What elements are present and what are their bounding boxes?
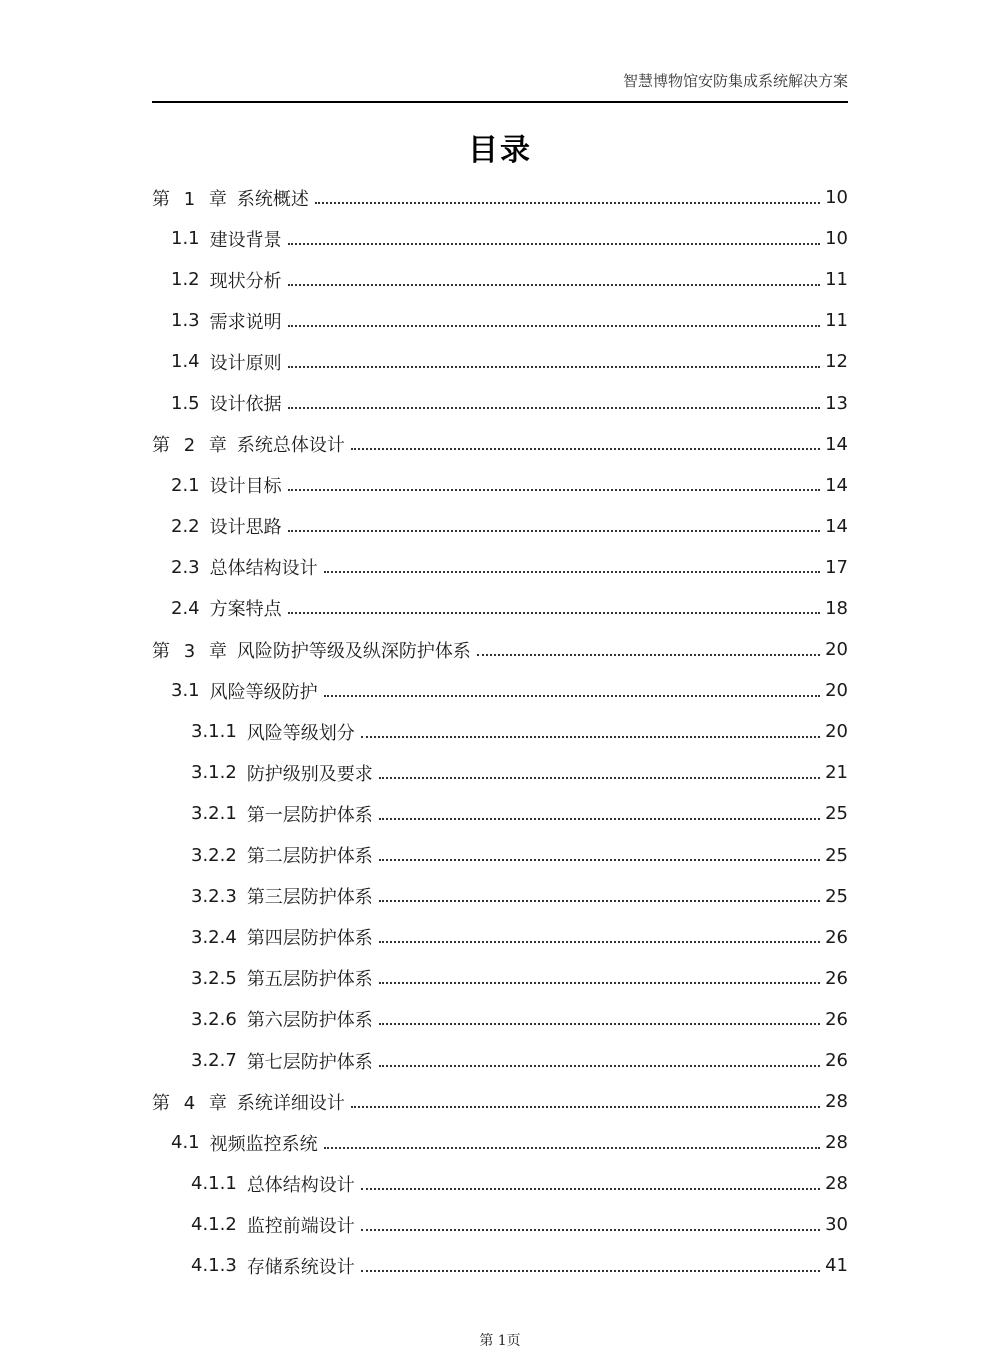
toc-entry-label: 系统总体设计	[236, 435, 345, 457]
toc-entry[interactable]	[152, 1204, 848, 1245]
toc-entry-page: 21	[825, 762, 848, 784]
toc-entry-label: 监控前端设计	[246, 1215, 355, 1237]
table-of-contents	[152, 177, 848, 1287]
toc-entry-page: 28	[825, 1173, 848, 1195]
toc-entry-page: 26	[825, 967, 848, 989]
toc-entry[interactable]	[152, 259, 848, 300]
toc-dot-leader	[361, 1229, 820, 1231]
toc-entry[interactable]	[152, 547, 848, 588]
toc-entry-label: 存储系统设计	[246, 1256, 355, 1278]
toc-dot-leader	[379, 777, 820, 779]
toc-entry-page: 25	[825, 803, 848, 825]
toc-dot-leader	[324, 1147, 820, 1149]
toc-entry-number: 2.2	[171, 515, 200, 537]
toc-entry-label: 防护级别及要求	[246, 763, 373, 785]
toc-entry[interactable]	[152, 1081, 848, 1122]
toc-entry-number: 4.1.1	[191, 1173, 237, 1195]
toc-entry-label: 系统详细设计	[236, 1092, 345, 1114]
toc-entry[interactable]	[152, 465, 848, 506]
toc-entry-label: 方案特点	[209, 599, 282, 621]
toc-entry-label: 总体结构设计	[246, 1174, 355, 1196]
toc-entry-number: 2.3	[171, 556, 200, 578]
toc-dot-leader	[361, 1188, 820, 1190]
page-title: 目录	[468, 133, 532, 168]
toc-entry-label: 第三层防护体系	[246, 887, 373, 909]
toc-entry-page: 10	[825, 187, 848, 209]
toc-dot-leader	[288, 612, 820, 614]
toc-entry-page: 20	[825, 639, 848, 661]
toc-entry-page: 10	[825, 228, 848, 250]
toc-entry-label: 设计依据	[209, 394, 282, 416]
toc-dot-leader	[379, 1065, 820, 1067]
toc-dot-leader	[288, 243, 820, 245]
toc-entry-number: 2.1	[171, 474, 200, 496]
toc-entry[interactable]	[152, 711, 848, 752]
toc-entry-label: 系统概述	[236, 188, 309, 210]
toc-entry[interactable]	[152, 1163, 848, 1204]
toc-entry-number: 1.4	[171, 351, 200, 373]
toc-entry-label: 需求说明	[209, 311, 282, 333]
toc-entry[interactable]	[152, 793, 848, 834]
toc-dot-leader	[324, 695, 820, 697]
toc-entry-label: 建设背景	[209, 229, 282, 251]
toc-entry-label: 风险防护等级及纵深防护体系	[236, 640, 471, 662]
toc-entry[interactable]	[152, 177, 848, 218]
toc-entry-page: 26	[825, 926, 848, 948]
toc-entry-label: 第六层防护体系	[246, 1010, 373, 1032]
toc-entry-number: 1.5	[171, 392, 200, 414]
toc-entry[interactable]	[152, 752, 848, 793]
toc-entry-label: 风险等级划分	[246, 722, 355, 744]
toc-entry[interactable]	[152, 835, 848, 876]
toc-entry[interactable]	[152, 917, 848, 958]
toc-dot-leader	[315, 202, 820, 204]
toc-entry-page: 17	[825, 556, 848, 578]
toc-entry-label: 第一层防护体系	[246, 804, 373, 826]
toc-dot-leader	[379, 859, 820, 861]
toc-entry-page: 14	[825, 474, 848, 496]
toc-entry-label: 总体结构设计	[209, 558, 318, 580]
toc-entry-label: 现状分析	[209, 270, 282, 292]
toc-dot-leader	[288, 407, 820, 409]
toc-entry-page: 20	[825, 721, 848, 743]
toc-entry-number: 4.1	[171, 1132, 200, 1154]
toc-entry[interactable]	[152, 506, 848, 547]
toc-entry-page: 25	[825, 844, 848, 866]
toc-entry-number: 1.2	[171, 269, 200, 291]
toc-entry[interactable]	[152, 1122, 848, 1163]
toc-entry-number: 3.2.5	[191, 967, 237, 989]
toc-dot-leader	[288, 489, 820, 491]
toc-entry-page: 26	[825, 1050, 848, 1072]
toc-entry-number: 2.4	[171, 597, 200, 619]
toc-entry-number: 3.1	[171, 680, 200, 702]
toc-entry-page: 14	[825, 515, 848, 537]
toc-entry-number: 3.1.1	[191, 721, 237, 743]
toc-entry-label: 第二层防护体系	[246, 846, 373, 868]
toc-entry-page: 41	[825, 1255, 848, 1277]
toc-entry-page: 20	[825, 680, 848, 702]
toc-dot-leader	[379, 900, 820, 902]
toc-entry-number: 3.2.6	[191, 1008, 237, 1030]
toc-dot-leader	[379, 818, 820, 820]
toc-entry-number: 3.2.1	[191, 803, 237, 825]
toc-entry-number: 4.1.2	[191, 1214, 237, 1236]
document-header-title: 智慧博物馆安防集成系统解决方案	[622, 72, 848, 90]
toc-dot-leader	[288, 530, 820, 532]
toc-entry-page: 12	[825, 351, 848, 373]
toc-entry-number: 第 2 章	[152, 435, 227, 457]
toc-dot-leader	[379, 982, 820, 984]
toc-entry-number: 3.2.3	[191, 885, 237, 907]
toc-entry-label: 风险等级防护	[209, 681, 318, 703]
toc-dot-leader	[324, 571, 820, 573]
toc-entry-number: 第 3 章	[152, 640, 227, 662]
toc-entry-number: 4.1.3	[191, 1255, 237, 1277]
toc-entry[interactable]	[152, 382, 848, 423]
toc-entry-label: 设计原则	[209, 352, 282, 374]
toc-entry-label: 第四层防护体系	[246, 928, 373, 950]
toc-entry-label: 第七层防护体系	[246, 1051, 373, 1073]
toc-dot-leader	[361, 1270, 820, 1272]
toc-entry[interactable]	[152, 300, 848, 341]
toc-entry-number: 1.1	[171, 228, 200, 250]
toc-entry-label: 设计目标	[209, 476, 282, 498]
toc-entry-page: 28	[825, 1132, 848, 1154]
toc-entry-page: 11	[825, 269, 848, 291]
toc-entry-page: 13	[825, 392, 848, 414]
toc-entry-number: 第 4 章	[152, 1092, 227, 1114]
toc-dot-leader	[351, 448, 820, 450]
toc-entry[interactable]	[152, 1040, 848, 1081]
toc-entry-page: 18	[825, 597, 848, 619]
page-number: 第 1页	[479, 1333, 521, 1349]
toc-entry-number: 3.2.7	[191, 1050, 237, 1072]
toc-entry-number: 1.3	[171, 310, 200, 332]
toc-entry-number: 第 1 章	[152, 188, 227, 210]
toc-entry-page: 28	[825, 1091, 848, 1113]
toc-entry-label: 第五层防护体系	[246, 969, 373, 991]
toc-dot-leader	[379, 1023, 820, 1025]
toc-dot-leader	[477, 654, 820, 656]
toc-dot-leader	[351, 1106, 820, 1108]
toc-entry-number: 3.2.4	[191, 926, 237, 948]
toc-entry-number: 3.2.2	[191, 844, 237, 866]
toc-dot-leader	[288, 366, 820, 368]
toc-entry[interactable]	[152, 629, 848, 670]
toc-entry[interactable]	[152, 1245, 848, 1286]
toc-dot-leader	[379, 941, 820, 943]
toc-entry-page: 25	[825, 885, 848, 907]
toc-entry-label: 视频监控系统	[209, 1133, 318, 1155]
toc-entry-label: 设计思路	[209, 517, 282, 539]
toc-dot-leader	[288, 284, 820, 286]
toc-entry-page: 14	[825, 433, 848, 455]
header-divider	[152, 101, 848, 103]
toc-entry[interactable]	[152, 588, 848, 629]
toc-entry-page: 11	[825, 310, 848, 332]
toc-entry-number: 3.1.2	[191, 762, 237, 784]
toc-entry-page: 26	[825, 1008, 848, 1030]
toc-entry[interactable]	[152, 424, 848, 465]
toc-dot-leader	[288, 325, 820, 327]
toc-dot-leader	[361, 736, 820, 738]
toc-entry[interactable]	[152, 218, 848, 259]
toc-entry[interactable]	[152, 958, 848, 999]
toc-entry[interactable]	[152, 999, 848, 1040]
toc-entry-page: 30	[825, 1214, 848, 1236]
toc-entry[interactable]	[152, 876, 848, 917]
toc-entry[interactable]	[152, 341, 848, 382]
toc-entry[interactable]	[152, 670, 848, 711]
